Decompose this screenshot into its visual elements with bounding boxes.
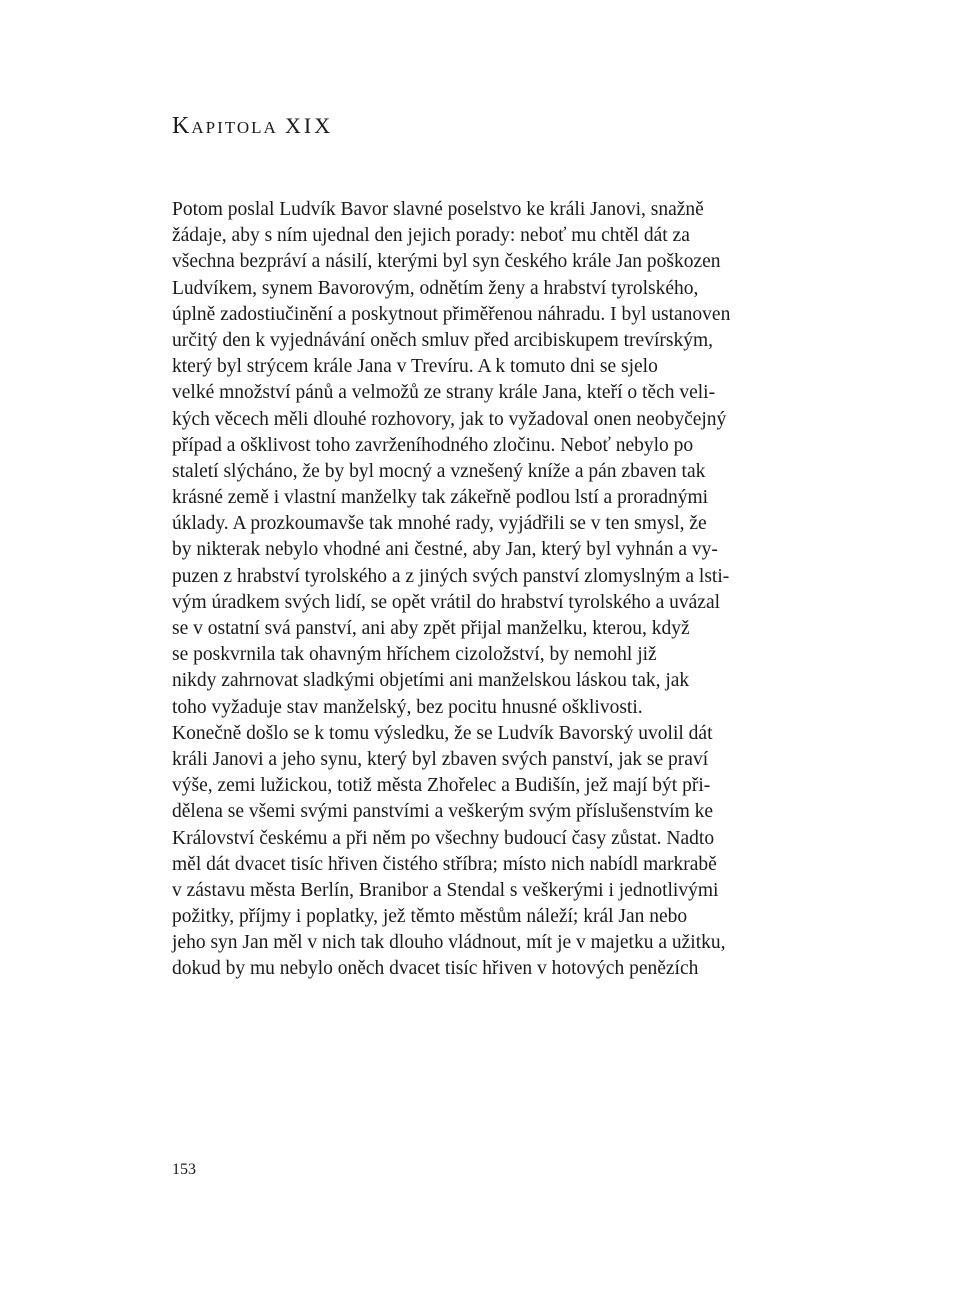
chapter-heading-word: APITOLA: [191, 118, 278, 137]
text-line: Království českému a při něm po všechny budoucí časy zůstat. Nadto: [172, 827, 715, 849]
text-line: staletí slýcháno, že by byl mocný a vznešený kníže a pán zbaven tak: [172, 460, 706, 482]
text-line: všechna bezpráví a násilí, kterými byl syn českého krále Jan poškozen: [172, 251, 721, 273]
text-line: výše, zemi lužickou, totiž města Zhořelec a Budišín, jež mají být při-: [172, 775, 711, 797]
text-line: se poskvrnila tak ohavným hříchem cizoložství, by nemohl již: [172, 644, 657, 666]
chapter-heading-initial: K: [172, 113, 192, 139]
text-line: případ a ošklivost toho zavrženíhodného zločinu. Neboť nebylo po: [172, 434, 694, 456]
text-line: úklady. A prozkoumavše tak mnohé rady, vyjádřili se v ten smysl, že: [172, 513, 707, 535]
text-line: toho vyžaduje stav manželský, bez pocitu hnusné ošklivosti.: [172, 696, 643, 718]
text-line: Ludvíkem, synem Bavorovým, odnětím ženy a hrabství tyrolského,: [172, 277, 699, 299]
text-line: dělena se všemi svými panstvími a veškerým svým příslušenstvím ke: [172, 801, 714, 823]
text-line: v zástavu města Berlín, Branibor a Stendal s veškerými i jednotlivými: [172, 879, 719, 901]
text-line: požitky, příjmy i poplatky, jež těmto městům náleží; král Jan nebo: [172, 906, 688, 928]
chapter-number: XIX: [285, 113, 334, 138]
text-line: vým úradkem svých lidí, se opět vrátil do hrabství tyrolského a uvázal: [172, 591, 721, 613]
chapter-heading: [172, 113, 333, 141]
text-line: králi Janovi a jeho synu, který byl zbaven svých panství, jak se praví: [172, 748, 709, 770]
text-line: se v ostatní svá panství, ani aby zpět přijal manželku, kterou, když: [172, 618, 690, 639]
chapter-body-text: [172, 197, 792, 983]
text-line: puzen z hrabství tyrolského a z jiných svých panství zlomyslným a lsti-: [172, 565, 730, 587]
text-line: nikdy zahrnovat sladkými objetími ani manželskou láskou tak, jak: [172, 670, 690, 692]
text-line: žádaje, aby s ním ujednal den jejich porady: neboť mu chtěl dát za: [172, 225, 690, 247]
text-line: určitý den k vyjednávání oněch smluv před arcibiskupem trevírským,: [172, 329, 713, 351]
text-line: měl dát dvacet tisíc hřiven čistého stříbra; místo nich nabídl markrabě: [172, 853, 717, 875]
text-line: dokud by mu nebylo oněch dvacet tisíc hřiven v hotových penězích: [172, 958, 699, 980]
text-line: Potom poslal Ludvík Bavor slavné poselstvo ke králi Janovi, snažně: [172, 199, 704, 220]
text-line: úplně zadostiučinění a poskytnout přiměřenou náhradu. I byl ustanoven: [172, 303, 731, 325]
page-number: 153: [172, 1161, 196, 1178]
text-line: který byl strýcem krále Jana v Trevíru. A k tomuto dni se sjelo: [172, 356, 658, 378]
text-line: by nikterak nebylo vhodné ani čestné, aby Jan, který byl vyhnán a vy-: [172, 539, 718, 561]
text-line: kých věcech měli dlouhé rozhovory, jak to vyžadoval onen neobyčejný: [172, 408, 727, 430]
text-line: Konečně došlo se k tomu výsledku, že se Ludvík Bavorský uvolil dát: [172, 722, 713, 744]
text-line: krásné země i vlastní manželky tak zákeřně podlou lstí a proradnými: [172, 487, 709, 509]
text-line: jeho syn Jan měl v nich tak dlouho vládnout, mít je v majetku a užitku,: [172, 932, 726, 954]
text-line: velké množství pánů a velmožů ze strany krále Jana, kteří o těch veli-: [172, 382, 716, 404]
